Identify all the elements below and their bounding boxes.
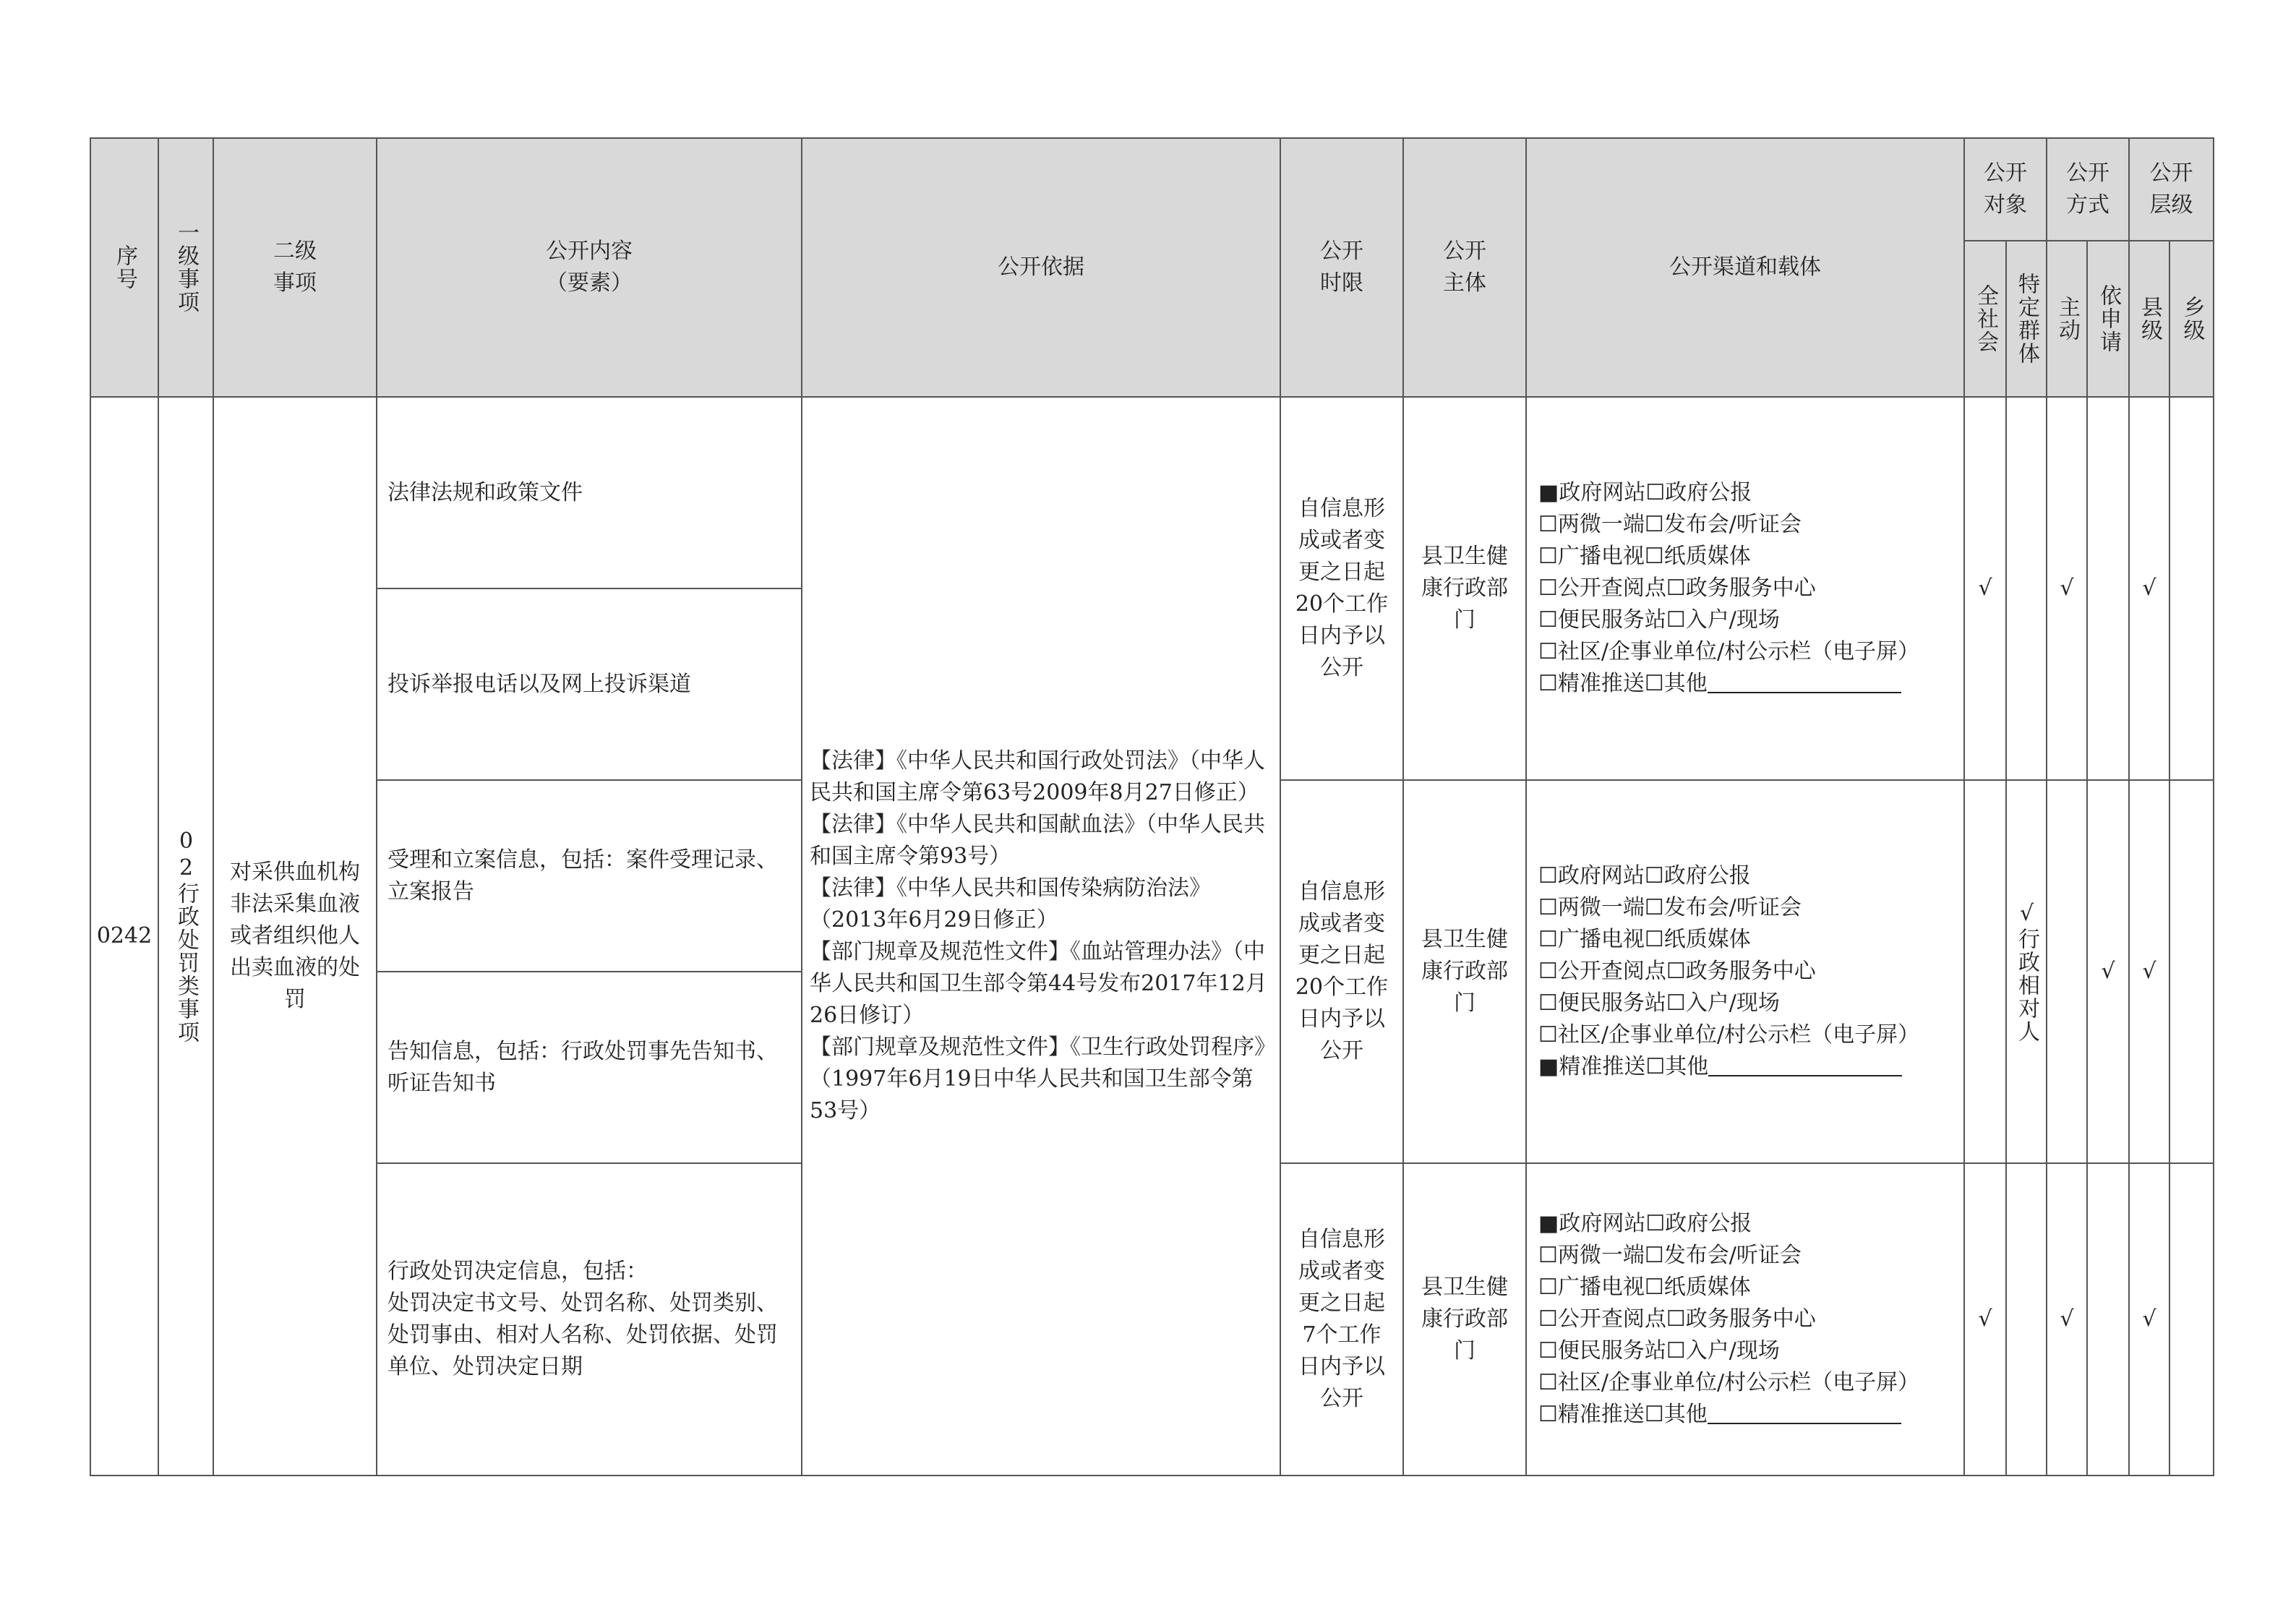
header-level1: 一级事项 <box>158 138 213 397</box>
mark-object-specific: √行政相对人 <box>2006 780 2047 1163</box>
header-method-apply: 依申请 <box>2087 241 2129 397</box>
content-item: 告知信息，包括：行政处罚事先告知书、听证告知书 <box>377 972 802 1163</box>
header-level-town: 乡级 <box>2169 241 2214 397</box>
header-object-all: 全社会 <box>1964 241 2006 397</box>
mark-method-active: √ <box>2047 397 2087 780</box>
header-method-active: 主动 <box>2047 241 2087 397</box>
mark-level-county: √ <box>2129 397 2169 780</box>
row-seq: 0242 <box>90 397 158 1476</box>
mark-method-apply <box>2087 397 2129 780</box>
channel-line: ☐广播电视☐纸质媒体 <box>1538 927 1751 952</box>
header-time-limit: 公开时限 <box>1280 138 1403 397</box>
mark-level-town <box>2169 397 2214 780</box>
time-limit: 自信息形成或者变更之日起20个工作日内予以公开 <box>1280 780 1403 1163</box>
mark-object-specific <box>2006 1163 2047 1476</box>
subject: 县卫生健康行政部门 <box>1403 397 1526 780</box>
mark-level-town <box>2169 780 2214 1163</box>
channel-line: ☐公开查阅点☐政务服务中心 <box>1538 575 1816 601</box>
channel-line: ■精准推送☐其他 <box>1538 1051 1952 1083</box>
content-item: 受理和立案信息，包括：案件受理记录、立案报告 <box>377 780 802 972</box>
row-level2: 对采供血机构非法采集血液或者组织他人出卖血液的处罚 <box>213 397 377 1476</box>
channel-line: ☐两微一端☐发布会/听证会 <box>1538 1243 1802 1268</box>
basis-text: 【法律】《中华人民共和国行政处罚法》（中华人民共和国主席令第63号2009年8月27日修正） 【法律】《中华人民共和国献血法》（中华人民共和国主席令第93号） 【法律】《中华人民共和国传染病防治法》（2013年6月29日修正） 【部门规章及规范性文件】《血站管理办法》（中华人民共和国卫生部令第44号发布2017年12月26日修订） 【部门规章及规范性文件】《卫生行政处罚程序》（1997年6月19日中华人民共和国卫生部令第53号） <box>802 397 1280 1476</box>
subject: 县卫生健康行政部门 <box>1403 1163 1526 1476</box>
channel-line: ☐两微一端☐发布会/听证会 <box>1538 512 1802 537</box>
header-subject: 公开主体 <box>1403 138 1526 397</box>
mark-object-all: √ <box>1964 397 2006 780</box>
mark-method-active: √ <box>2047 1163 2087 1476</box>
header-object-specific: 特定群体 <box>2006 241 2047 397</box>
blank-underline <box>1708 1053 1902 1076</box>
channel-list <box>1526 1163 1964 1476</box>
channel-line: ☐广播电视☐纸质媒体 <box>1538 544 1751 569</box>
mark-level-county: √ <box>2129 780 2169 1163</box>
blank-underline <box>1708 670 1901 693</box>
header-level-county: 县级 <box>2129 241 2169 397</box>
mark-method-active <box>2047 780 2087 1163</box>
mark-method-apply <box>2087 1163 2129 1476</box>
blank-underline <box>1708 1401 1901 1424</box>
content-item: 行政处罚决定信息，包括： 处罚决定书文号、处罚名称、处罚类别、处罚事由、相对人名称、处罚依据、处罚单位、处罚决定日期 <box>377 1163 802 1476</box>
header-object: 公开对象 <box>1964 138 2047 241</box>
channel-line: ☐便民服务站☐入户/现场 <box>1538 1338 1780 1363</box>
channel-list <box>1526 397 1964 780</box>
channel-line: ☐广播电视☐纸质媒体 <box>1538 1275 1751 1300</box>
mark-object-all <box>1964 780 2006 1163</box>
mark-method-apply: √ <box>2087 780 2129 1163</box>
mark-level-town <box>2169 1163 2214 1476</box>
mark-object-all: √ <box>1964 1163 2006 1476</box>
header-channels: 公开渠道和载体 <box>1526 138 1964 397</box>
channel-line: ☐社区/企事业单位/村公示栏（电子屏） <box>1538 1022 1920 1048</box>
channel-list <box>1526 780 1964 1163</box>
header-seq: 序号 <box>90 138 158 397</box>
header-level: 公开层级 <box>2129 138 2214 241</box>
content-item: 法律法规和政策文件 <box>377 397 802 588</box>
row-level1: 02行政处罚类事项 <box>158 397 213 1476</box>
channel-line: ☐便民服务站☐入户/现场 <box>1538 990 1780 1016</box>
channel-line: ☐公开查阅点☐政务服务中心 <box>1538 1306 1816 1332</box>
channel-line: ■政府网站☐政府公报 <box>1538 480 1752 505</box>
subject: 县卫生健康行政部门 <box>1403 780 1526 1163</box>
header-basis: 公开依据 <box>802 138 1280 397</box>
header-method: 公开方式 <box>2047 138 2129 241</box>
channel-line: ☐精准推送☐其他 <box>1538 1399 1952 1431</box>
mark-level-county: √ <box>2129 1163 2169 1476</box>
header-level2: 二级事项 <box>213 138 377 397</box>
time-limit: 自信息形成或者变更之日起20个工作日内予以公开 <box>1280 397 1403 780</box>
content-item: 投诉举报电话以及网上投诉渠道 <box>377 588 802 780</box>
mark-object-specific <box>2006 397 2047 780</box>
channel-line: ☐精准推送☐其他 <box>1538 668 1952 700</box>
channel-line: ☐公开查阅点☐政务服务中心 <box>1538 959 1816 984</box>
time-limit: 自信息形成或者变更之日起7个工作日内予以公开 <box>1280 1163 1403 1476</box>
channel-line: ☐社区/企事业单位/村公示栏（电子屏） <box>1538 639 1920 664</box>
channel-line: ■政府网站☐政府公报 <box>1538 1211 1752 1236</box>
channel-line: ☐两微一端☐发布会/听证会 <box>1538 895 1802 920</box>
channel-line: ☐便民服务站☐入户/现场 <box>1538 607 1780 633</box>
channel-line: ☐政府网站☐政府公报 <box>1538 863 1751 888</box>
disclosure-table <box>90 137 2214 1476</box>
header-content: 公开内容 （要素） <box>377 138 802 397</box>
channel-line: ☐社区/企事业单位/村公示栏（电子屏） <box>1538 1370 1920 1395</box>
